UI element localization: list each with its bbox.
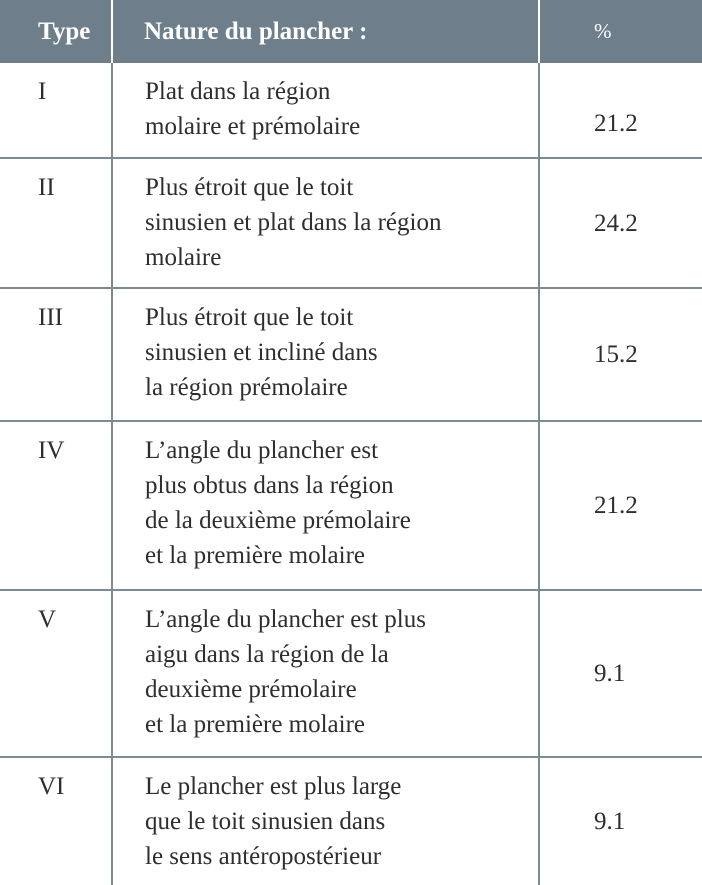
cell-type: IV — [0, 421, 112, 590]
cell-percent: 9.1 — [539, 590, 702, 757]
table-header — [0, 0, 702, 63]
table-row — [0, 158, 702, 288]
nature-line: sinusien et incliné dans — [145, 339, 378, 366]
nature-line: deuxième prémolaire — [145, 676, 357, 703]
cell-nature — [112, 421, 539, 590]
nature-line: le sens antéropostérieur — [145, 843, 382, 870]
nature-line: que le toit sinusien dans — [145, 808, 386, 835]
cell-percent: 24.2 — [539, 158, 702, 288]
table-row — [0, 757, 702, 885]
nature-line: Le plancher est plus large — [145, 773, 402, 800]
table-row — [0, 63, 702, 158]
table-row — [0, 421, 702, 590]
nature-line: aigu dans la région de la — [145, 641, 389, 668]
cell-type: I — [0, 63, 112, 158]
nature-line: plus obtus dans la région — [145, 472, 394, 499]
cell-type: III — [0, 288, 112, 421]
header-percent: % — [539, 0, 702, 63]
cell-nature — [112, 757, 539, 885]
cell-percent: 15.2 — [539, 288, 702, 421]
cell-nature — [112, 590, 539, 757]
nature-line: la région prémolaire — [145, 374, 348, 401]
header-nature: Nature du plancher : — [112, 0, 539, 63]
nature-line: de la deuxième prémolaire — [145, 507, 411, 534]
table-row — [0, 590, 702, 757]
header-type: Type — [38, 17, 91, 45]
nature-line: Plat dans la région — [145, 78, 331, 105]
nature-line: sinusien et plat dans la région — [145, 209, 442, 236]
header-row — [0, 0, 702, 63]
cell-percent: 21.2 — [539, 63, 702, 158]
cell-nature — [112, 63, 539, 158]
cell-percent: 9.1 — [539, 757, 702, 885]
cell-type: II — [0, 158, 112, 288]
table-row — [0, 288, 702, 421]
cell-type: VI — [38, 773, 65, 800]
nature-line: et la première molaire — [145, 542, 366, 569]
nature-line: et la première molaire — [145, 711, 366, 738]
nature-line: L’angle du plancher est — [145, 437, 379, 464]
nature-line: molaire — [145, 244, 222, 271]
nature-line: molaire et prémolaire — [145, 113, 361, 140]
cell-nature — [112, 158, 539, 288]
cell-nature — [112, 288, 539, 421]
nature-line: Plus étroit que le toit — [145, 174, 354, 201]
nature-line: Plus étroit que le toit — [145, 304, 354, 331]
nature-line: L’angle du plancher est plus — [145, 606, 426, 633]
cell-percent: 21.2 — [539, 421, 702, 590]
cell-type: V — [0, 590, 112, 757]
